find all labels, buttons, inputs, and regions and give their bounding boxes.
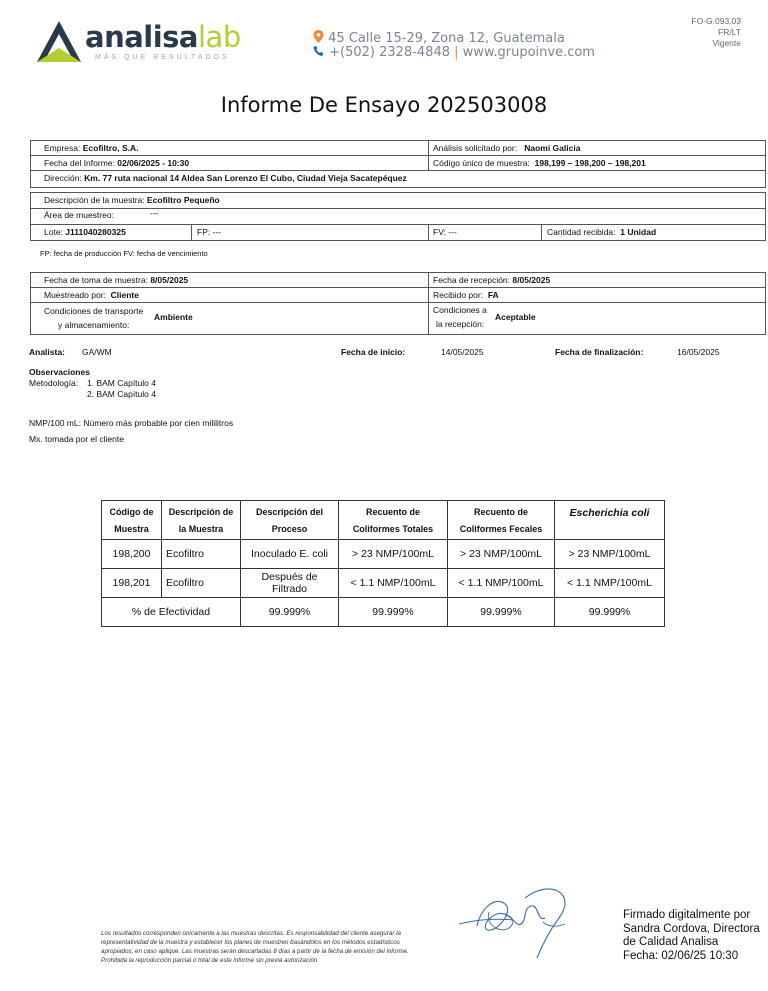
descripcion-muestra-field: Descripción de la muestra: Ecofiltro Pequeño bbox=[44, 195, 220, 205]
direccion-value: Km. 77 ruta nacional 14 Aldea San Lorenzo El Cubo, Ciudad Vieja Sacatepéquez bbox=[84, 173, 407, 183]
fp-fv-note: FP: fecha de producción FV: fecha de vencimiento bbox=[40, 249, 208, 258]
phone: +(502) 2328-4848 bbox=[329, 45, 450, 60]
brand-tagline: MÁS QUE RESULTADOS bbox=[95, 54, 230, 61]
muestreado-value: Cliente bbox=[110, 290, 139, 300]
cantidad-field: Cantidad recibida: 1 Unidad bbox=[547, 227, 657, 237]
header-escherichia-coli: Escherichia coli bbox=[555, 501, 665, 540]
contact-phone-line: +(502) 2328-4848 | www.grupoinve.com bbox=[313, 45, 595, 60]
area-muestreo-value: --- bbox=[150, 208, 159, 218]
company-logo bbox=[35, 16, 241, 68]
lote-value: J111040280325 bbox=[65, 227, 126, 237]
signature-scribble bbox=[455, 878, 585, 962]
doc-code: FO-G.093.03 bbox=[691, 16, 741, 26]
metodo-2: 2. BAM Capítulo 4 bbox=[87, 389, 156, 399]
condiciones-value: Aceptable bbox=[495, 312, 536, 322]
fecha-finalizacion-value: 16/05/2025 bbox=[677, 347, 720, 357]
nota-muestra: Mx. tomada por el cliente bbox=[29, 434, 124, 444]
fecha-recepcion-value: 8/05/2025 bbox=[512, 275, 551, 285]
analisis-field: Análisis solicitado por: Naomi Galicia bbox=[433, 143, 581, 153]
results-header-row bbox=[102, 501, 665, 540]
lote-field: Lote: J111040280325 bbox=[44, 227, 126, 237]
fv-field: FV: --- bbox=[433, 227, 457, 237]
recibido-field: Recibido por: FA bbox=[433, 290, 499, 300]
fp-value: --- bbox=[212, 227, 222, 237]
area-muestreo-field: Área de muestreo: bbox=[44, 210, 114, 220]
fecha-inicio-label: Fecha de inicio: bbox=[341, 347, 406, 357]
descripcion-muestra-value: Ecofiltro Pequeño bbox=[147, 195, 220, 205]
transporte-label-1: Condiciones de transporte bbox=[44, 306, 144, 316]
logo-triangle-icon bbox=[35, 18, 83, 66]
location-pin-icon bbox=[313, 30, 324, 43]
doc-status: Vigente bbox=[712, 38, 741, 48]
codigo-muestra-field: Código único de muestra: 198,199 – 198,200 – 198,201 bbox=[433, 158, 646, 168]
fecha-toma-field: Fecha de toma de muestra: 8/05/2025 bbox=[44, 275, 189, 285]
analista-value: GA/WM bbox=[82, 347, 112, 357]
fv-value: --- bbox=[448, 227, 457, 237]
codigo-muestra-value: 198,199 – 198,200 – 198,201 bbox=[534, 158, 646, 168]
table-row: 198,201 Ecofiltro Después de Filtrado < 1.1 NMP/100mL < 1.1 NMP/100mL < 1.1 NMP/100mL bbox=[102, 569, 665, 598]
table-row: 198,200 Ecofiltro Inoculado E. coli > 23 NMP/100mL > 23 NMP/100mL > 23 NMP/100mL bbox=[102, 540, 665, 569]
muestreado-field: Muestreado por: Cliente bbox=[44, 290, 139, 300]
fecha-finalizacion-label: Fecha de finalización: bbox=[555, 347, 644, 357]
condiciones-label-2: la recepción: bbox=[436, 319, 485, 329]
empresa-value: Ecofiltro, S.A. bbox=[82, 143, 139, 153]
header-codigo: Código de Muestra bbox=[102, 501, 162, 540]
fecha-informe-field: Fecha del Informe: 02/06/2025 - 10:30 bbox=[44, 158, 190, 168]
brand-main: analisa bbox=[85, 20, 198, 54]
direccion-field: Dirección: Km. 77 ruta nacional 14 Aldea San Lorenzo El Cubo, Ciudad Vieja Sacatepéquez bbox=[44, 173, 407, 183]
transporte-value: Ambiente bbox=[154, 312, 193, 322]
contact-address-line bbox=[313, 30, 565, 46]
brand-lab: lab bbox=[198, 20, 241, 54]
page-title: Informe De Ensayo 202503008 bbox=[220, 93, 548, 117]
analista-label: Analista: bbox=[29, 347, 65, 357]
address: 45 Calle 15-29, Zona 12, Guatemala bbox=[328, 31, 565, 46]
efectividad-label: % de Efectividad bbox=[102, 598, 241, 627]
phone-icon bbox=[313, 45, 325, 57]
analisis-value: Naomi Galicia bbox=[524, 143, 581, 153]
fecha-informe-value: 02/06/2025 - 10:30 bbox=[117, 158, 190, 168]
transporte-label-2: y almacenamiento: bbox=[58, 320, 130, 330]
metodologia-label: Metodología: bbox=[29, 378, 79, 388]
website-link[interactable]: www.grupoinve.com bbox=[462, 45, 595, 60]
header-coliformes-totales: Recuento de Coliformes Totales bbox=[339, 501, 448, 540]
cantidad-value: 1 Unidad bbox=[620, 227, 657, 237]
condiciones-label-1: Condiciones a bbox=[433, 305, 487, 315]
observaciones-title: Observaciones bbox=[29, 367, 90, 377]
header-descripcion-proceso: Descripción del Proceso bbox=[241, 501, 339, 540]
document-code-block bbox=[691, 16, 741, 49]
recibido-value: FA bbox=[487, 290, 499, 300]
nota-nmp: NMP/100 mL: Número más probable por cien mililitros bbox=[29, 418, 234, 428]
fp-field: FP: --- bbox=[197, 227, 222, 237]
fecha-inicio-value: 14/05/2025 bbox=[441, 347, 484, 357]
doc-type: FR/LT bbox=[718, 27, 741, 37]
header-coliformes-fecales: Recuento de Coliformes Fecales bbox=[448, 501, 555, 540]
digital-signature-block: Firmado digitalmente por Sandra Cordova, Directora de Calidad Analisa Fecha: 02/06/25 10:30 bbox=[623, 909, 760, 962]
efectividad-row: % de Efectividad 99.999% 99.999% 99.999% 99.999% bbox=[102, 598, 665, 627]
fecha-recepcion-field: Fecha de recepción: 8/05/2025 bbox=[433, 275, 551, 285]
empresa-field: Empresa: Ecofiltro, S.A. bbox=[44, 143, 139, 153]
results-table bbox=[101, 500, 665, 627]
header-descripcion-muestra: Descripción de la Muestra bbox=[162, 501, 241, 540]
disclaimer: Los resultados corresponden únicamente a las muestras descritas. Es responsabilidad del cliente asegurar la representatividad de la muestra y establecer los planes de muestreo basándolos en los métodos estadísticos apropiados, en caso aplique. Las muestras serán descartadas 8 días a partir de la fecha de emisión del informe. Prohibida la reproducción parcial o total de este informe sin previa autorización bbox=[101, 930, 409, 964]
metodo-1: 1. BAM Capítulo 4 bbox=[87, 378, 156, 388]
fecha-toma-value: 8/05/2025 bbox=[150, 275, 189, 285]
